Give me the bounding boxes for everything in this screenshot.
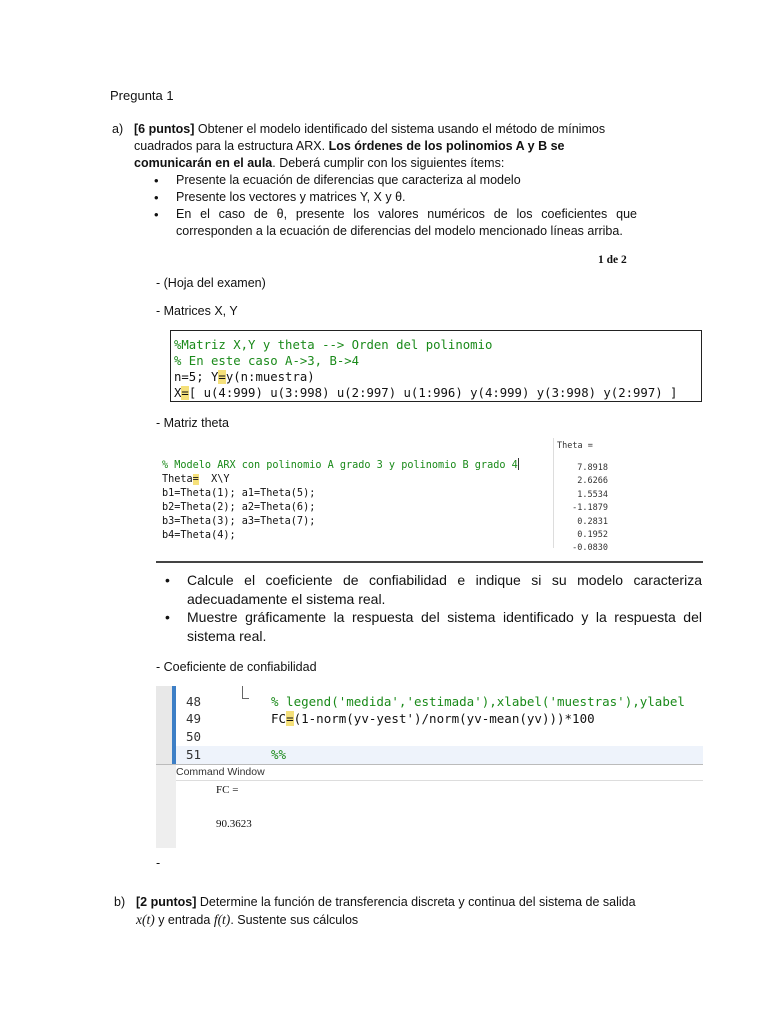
- theta-value: 7.8918: [577, 463, 608, 473]
- code-line: b3=Theta(3); a3=Theta(7);: [162, 516, 316, 527]
- code-line: b1=Theta(1); a1=Theta(5);: [162, 488, 316, 499]
- theta-output-label: Theta =: [557, 441, 593, 451]
- code-highlight: =: [286, 711, 294, 726]
- question-b-label: b): [114, 895, 126, 909]
- note-matriz-theta: - Matriz theta: [156, 416, 229, 430]
- current-line-highlight: [176, 746, 703, 764]
- code-token: FC: [271, 711, 287, 726]
- code-fold-bracket: [242, 686, 249, 699]
- question-b-text: y entrada: [154, 913, 214, 927]
- code-line: X\Y: [198, 474, 230, 485]
- editor-code-line: [271, 711, 595, 726]
- question-a-tail: . Deberá cumplir con los siguientes ítems:: [272, 156, 505, 170]
- question-a-bullet: • Presente la ecuación de diferencias que caracteriza al modelo: [176, 172, 637, 189]
- line-number: 51: [186, 747, 202, 762]
- question-a-bullet: • Presente los vectores y matrices Y, X y θ.: [176, 189, 637, 206]
- page-number: 1 de 2: [598, 254, 627, 266]
- question-b-body: [136, 894, 639, 929]
- section-divider: [156, 561, 703, 563]
- code-line: b2=Theta(2); a2=Theta(6);: [162, 502, 316, 513]
- code-highlight: =: [192, 474, 199, 485]
- command-output-label: FC =: [216, 784, 239, 796]
- theta-value: -1.1879: [572, 503, 608, 514]
- theta-value: 0.1952: [577, 530, 608, 541]
- editor-code-line: % legend('medida','estimada'),xlabel('muestras'),ylabel: [271, 694, 685, 709]
- editor-gutter: [156, 686, 176, 764]
- line-number: 50: [186, 729, 202, 744]
- question-a-body: [134, 121, 637, 240]
- code-line: y(n:muestra): [225, 370, 315, 384]
- note-dash: -: [156, 856, 161, 870]
- code-comment: % En este caso A->3, B->4: [174, 354, 360, 368]
- note-hoja: - (Hoja del examen): [156, 276, 266, 290]
- theta-value: 2.6266: [577, 476, 608, 487]
- matlab-ide-screenshot: [156, 686, 703, 848]
- command-window-title: Command Window: [176, 766, 265, 778]
- theta-value: 1.5534: [577, 489, 608, 500]
- page-title: Pregunta 1: [110, 88, 174, 103]
- question-a-bullet: • En el caso de θ, presente los valores numéricos de los coeficientes que corresponden a la ecuación de diferencias del modelo mencionado líneas arriba.: [176, 206, 637, 240]
- question-b-points: [2 puntos]: [136, 895, 197, 909]
- extra-bullet: • Muestre gráficamente la respuesta del sistema identificado y la respuesta del sistema real.: [187, 608, 702, 645]
- command-window-separator: [176, 780, 703, 781]
- code-highlight: =: [181, 386, 189, 400]
- code-line: b4=Theta(4);: [162, 530, 236, 541]
- question-a: [112, 121, 637, 240]
- note-coeficiente: - Coeficiente de confiabilidad: [156, 660, 317, 674]
- question-a-extra-bullets: [162, 571, 702, 645]
- code-highlight: =: [218, 370, 226, 384]
- note-matrices: - Matrices X, Y: [156, 304, 238, 318]
- code-line: [ u(4:999) u(3:998) u(2:997) u(1:996) y(4:999) y(3:998) y(2:997) ]: [188, 386, 678, 400]
- question-b-text: . Sustente sus cálculos: [230, 913, 359, 927]
- question-a-intro: Obtener el modelo identificado del sistema usando el método de mínimos cuadrados para la estructura ARX.: [134, 122, 606, 153]
- math-var-x: x(t): [136, 912, 155, 927]
- question-a-points: [6 puntos]: [134, 122, 195, 136]
- gutter-marker-bar: [172, 686, 176, 764]
- question-a-bold-note: Los órdenes de los polinomios A y B se comunicarán en el aula: [134, 139, 565, 170]
- question-a-bullet-list: [134, 172, 637, 240]
- code-block-matrices: [170, 330, 702, 402]
- code-line: n=5; Y: [174, 370, 219, 384]
- text-cursor: [518, 458, 519, 470]
- theta-value: -0.0830: [572, 543, 608, 554]
- code-token: (1-norm(yv-yest')/norm(yv-mean(yv)))*100: [293, 711, 595, 726]
- math-var-f: f(t): [213, 912, 231, 927]
- theta-value: 0.2831: [577, 516, 608, 527]
- code-block-theta: [162, 458, 552, 543]
- panel-separator: [156, 764, 703, 765]
- question-a-label: a): [112, 122, 124, 136]
- theta-output-values: [560, 462, 608, 556]
- editor-code-line: %%: [271, 747, 287, 762]
- line-number: 48: [186, 694, 202, 709]
- code-line: X: [174, 386, 182, 400]
- question-b-text: Determine la función de transferencia discreta y continua del sistema de salida: [196, 895, 636, 909]
- command-window-margin: [156, 765, 176, 848]
- code-line: Theta: [162, 474, 193, 485]
- extra-bullet: • Calcule el coeficiente de confiabilidad e indique si su modelo caracteriza adecuadamente el sistema real.: [187, 571, 702, 608]
- command-output-value: 90.3623: [216, 818, 252, 830]
- code-comment: %Matriz X,Y y theta --> Orden del polinomio: [174, 338, 493, 352]
- question-b: [114, 894, 639, 929]
- code-comment: % Modelo ARX con polinomio A grado 3 y polinomio B grado 4: [162, 460, 518, 471]
- line-number: 49: [186, 711, 202, 726]
